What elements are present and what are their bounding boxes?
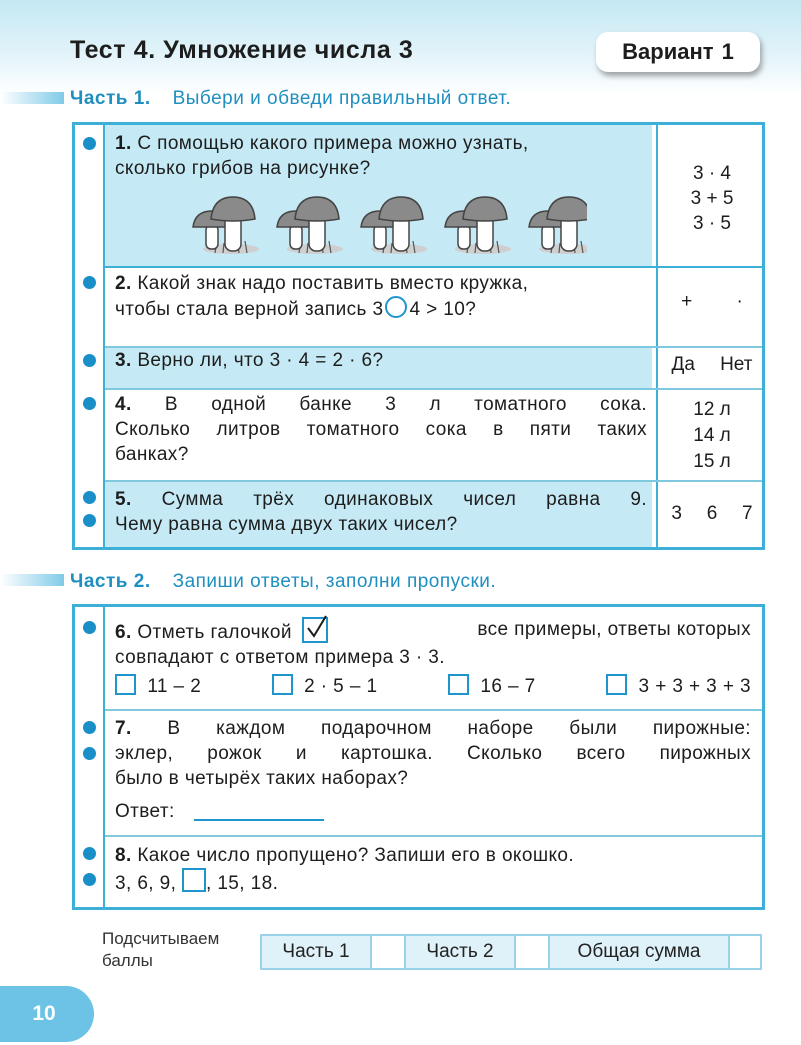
answer-option[interactable]: 3 · 5 [692, 213, 732, 234]
q4-text-line2: Сколько литров томатного сока в пяти таких [115, 419, 647, 440]
q6-option-text: 16 – 7 [480, 676, 536, 697]
q5-text-line1: Сумма трёх одинаковых чисел равна 9. [161, 489, 647, 510]
answer-option[interactable]: 12 л [693, 399, 731, 420]
mushroom-icon [277, 197, 343, 254]
row-divider [105, 388, 762, 390]
q6-option-text: 2 · 5 – 1 [304, 676, 378, 697]
answer-option[interactable]: 3 [671, 503, 682, 524]
q2-text-line1: Какой знак надо поставить вместо кружка, [137, 273, 529, 294]
answer-option[interactable]: 14 л [693, 425, 731, 446]
bullet-dot [83, 137, 96, 150]
question-5 [115, 487, 647, 537]
q8-number: 8. [115, 845, 132, 866]
q1-text-line1: С помощью какого примера можно узнать, [137, 133, 529, 154]
mushrooms-illustration [187, 193, 587, 263]
mushroom-icon [445, 197, 511, 254]
bullet-dot [83, 873, 96, 886]
q6-text-after: все примеры, ответы которых [477, 619, 751, 640]
bullet-dot [83, 721, 96, 734]
bullet-dot [83, 397, 96, 410]
part2-box [72, 604, 765, 910]
q4-text-line3: банках? [115, 444, 189, 465]
variant-number: 1 [721, 39, 734, 64]
q8-sequence-after: , 15, 18. [205, 873, 279, 894]
score-label [102, 928, 219, 972]
question-7 [115, 716, 751, 824]
page-number: 10 [0, 986, 94, 1042]
q6-text-before: Отметь галочкой [137, 622, 292, 643]
question-1 [115, 131, 655, 181]
answer-option[interactable]: · [736, 291, 743, 312]
variant-badge [596, 32, 760, 72]
part2-bar [0, 574, 64, 586]
answer-option[interactable]: 15 л [693, 451, 731, 472]
answer-option[interactable]: 7 [742, 503, 753, 524]
q6-number: 6. [115, 622, 132, 643]
q1-text-line2: сколько грибов на рисунке? [115, 158, 371, 179]
answer-option[interactable]: 3 + 5 [690, 188, 734, 209]
answer-option[interactable]: 3 · 4 [692, 163, 732, 184]
score-cell-label: Общая сумма [550, 936, 730, 968]
answer-option[interactable]: Нет [720, 354, 753, 375]
score-label-line2: баллы [102, 951, 153, 970]
checkbox[interactable] [606, 674, 627, 695]
part1-box [72, 122, 765, 550]
answer-line[interactable] [194, 819, 324, 821]
bullet-dot [83, 747, 96, 760]
answer-divider [656, 125, 658, 547]
answer-option[interactable]: Да [671, 354, 695, 375]
q6-text-line2: совпадают с ответом примера 3 · 3. [115, 647, 445, 668]
q7-text-line1: В каждом подарочном наборе были пирожные: [167, 718, 751, 739]
q6-option[interactable] [272, 674, 378, 699]
score-box[interactable] [372, 936, 406, 968]
question-4 [115, 392, 647, 467]
bullet-dot [83, 621, 96, 634]
q6-option[interactable] [606, 674, 751, 699]
bullet-dot [83, 514, 96, 527]
row-divider [105, 266, 762, 268]
q4-text-line1: В одной банке 3 л томатного сока. [164, 394, 647, 415]
q3-text: Верно ли, что 3 · 4 = 2 · 6? [137, 350, 384, 371]
part1-bar [0, 92, 64, 104]
checkbox[interactable] [115, 674, 136, 695]
q6-option-text: 3 + 3 + 3 + 3 [638, 676, 751, 697]
part1-label: Часть 1. [70, 88, 151, 109]
q6-options [115, 674, 751, 699]
checkbox[interactable] [272, 674, 293, 695]
q2-text-line2-after: 4 > 10? [409, 299, 477, 320]
row-divider [105, 480, 762, 482]
q7-number: 7. [115, 718, 132, 739]
mushroom-icon [529, 197, 587, 254]
q6-option-text: 11 – 2 [147, 676, 202, 697]
left-divider [103, 125, 105, 547]
bullet-dot [83, 354, 96, 367]
q2-answers [659, 291, 765, 313]
mushroom-icon [193, 197, 259, 254]
page-title: Тест 4. Умножение числа 3 [70, 36, 414, 64]
part2-label: Часть 2. [70, 571, 151, 592]
q5-answers [659, 503, 765, 525]
variant-label: Вариант [622, 39, 714, 64]
q1-number: 1. [115, 133, 132, 154]
checkmark-example-icon [302, 617, 328, 643]
q8-sequence-before: 3, 6, 9, [115, 873, 177, 894]
score-label-line1: Подсчитываем [102, 929, 220, 948]
missing-number-box[interactable] [182, 868, 206, 892]
bullet-dot [83, 491, 96, 504]
q5-text-line2: Чему равна сумма двух таких чисел? [115, 514, 458, 535]
score-box[interactable] [730, 936, 760, 968]
q5-number: 5. [115, 489, 132, 510]
bullet-dot [83, 276, 96, 289]
q7-text-line3: было в четырёх таких наборах? [115, 768, 409, 789]
q7-text-line2: эклер, рожок и картошка. Сколько всего пирожных [115, 743, 751, 764]
answer-option[interactable]: 6 [706, 503, 718, 524]
q4-answers [659, 397, 765, 475]
row-divider [105, 835, 762, 837]
checkbox[interactable] [448, 674, 469, 695]
part2-heading [70, 571, 496, 593]
answer-label: Ответ: [115, 801, 175, 822]
q2-text-line2-before: чтобы стала верной запись 3 [115, 299, 384, 320]
q6-option[interactable] [448, 674, 536, 699]
score-cell-label: Часть 1 [262, 936, 372, 968]
q3-answers [659, 354, 765, 376]
q3-number: 3. [115, 350, 132, 371]
bullet-dot [83, 847, 96, 860]
score-cell-label: Часть 2 [406, 936, 516, 968]
answer-option[interactable]: + [681, 291, 693, 312]
q6-option[interactable] [115, 674, 201, 699]
q4-number: 4. [115, 394, 132, 415]
score-table [260, 934, 762, 970]
q8-text: Какое число пропущено? Запиши его в окошко. [137, 845, 575, 866]
part1-instruction: Выбери и обведи правильный ответ. [172, 88, 512, 109]
circle-blank [385, 296, 407, 318]
mushroom-icon [361, 197, 427, 254]
part1-heading [70, 88, 511, 110]
left-divider [103, 607, 105, 907]
row-divider [105, 709, 762, 711]
q2-number: 2. [115, 273, 132, 294]
question-8 [115, 843, 755, 896]
question-3 [115, 348, 655, 373]
question-2 [115, 271, 655, 322]
part2-instruction: Запиши ответы, заполни пропуски. [172, 571, 497, 592]
question-6 [115, 617, 755, 699]
q1-answers [659, 161, 765, 236]
score-box[interactable] [516, 936, 550, 968]
